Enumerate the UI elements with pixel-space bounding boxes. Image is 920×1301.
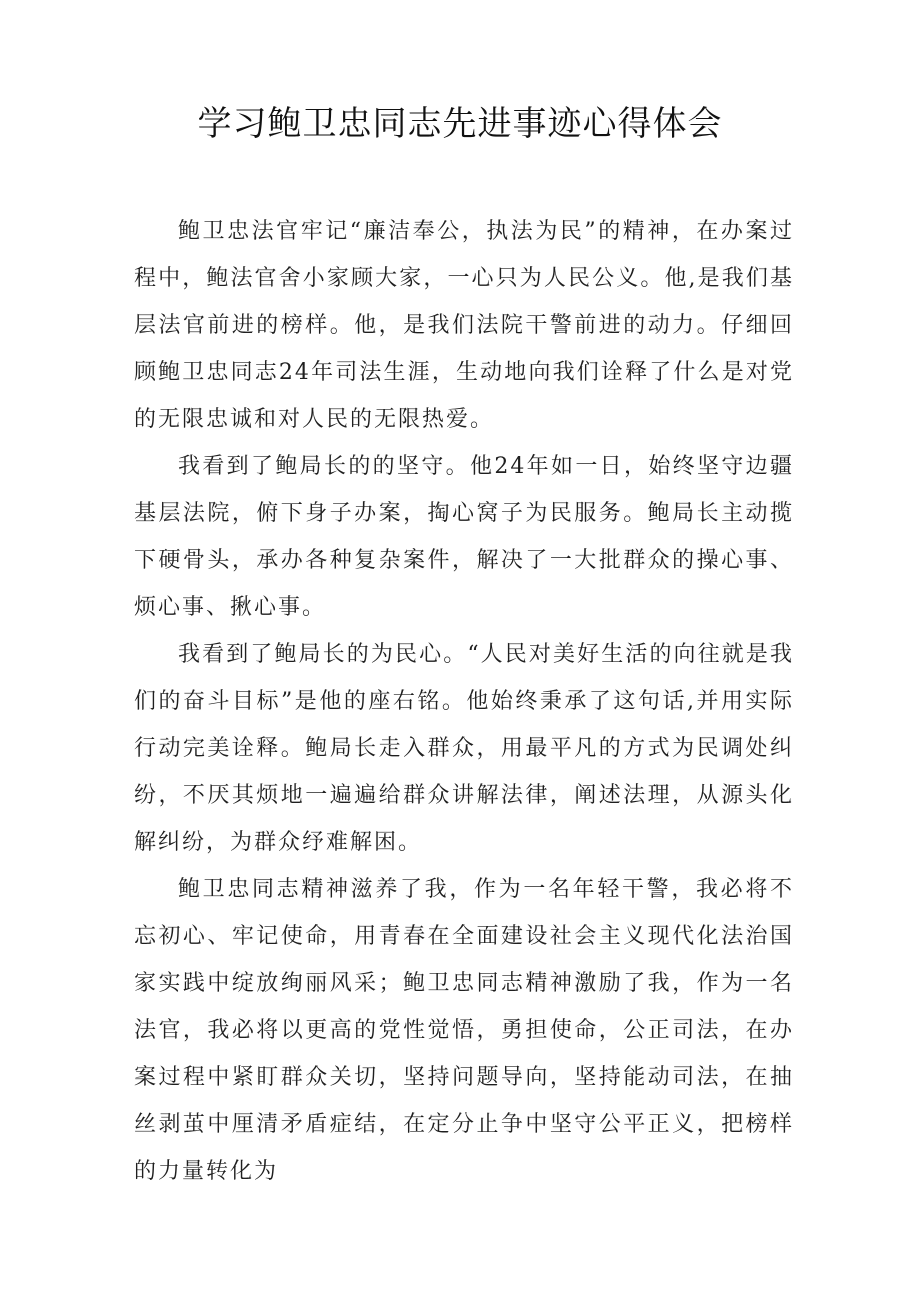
paragraph-3: 我看到了鲍局长的为民心。“人民对美好生活的向往就是我们的奋斗目标”是他的座右铭。他始终秉承了这句话,并用实际行动完美诠释。鲍局长走入群众，用最平凡的方式为民调处纠纷，不厌其烦地一遍遍给群众讲解法律，阐述法理，从源头化解纠纷，为群众纾难解困。 xyxy=(134,642,794,855)
paragraph-1: 鲍卫忠法官牢记“廉洁奉公，执法为民”的精神，在办案过程中，鲍法官舍小家顾大家，一心只为人民公义。他,是我们基层法官前进的榜样。他，是我们法院干警前进的动力。仔细回顾鲍卫忠同志24年司法生涯，生动地向我们诠释了什么是对党的无限忠诚和对人民的无限热爱。 xyxy=(134,219,794,432)
document-title: 学习鲍卫忠同志先进事迹心得体会 xyxy=(197,104,723,144)
paragraph-4: 鲍卫忠同志精神滋养了我，作为一名年轻干警，我必将不忘初心、牢记使命，用青春在全面建设社会主义现代化法治国家实践中绽放绚丽风采；鲍卫忠同志精神激励了我，作为一名法官，我必将以更高的党性觉悟，勇担使命，公正司法，在办案过程中紧盯群众关切，坚持问题导向，坚持能动司法，在抽丝剥茧中厘清矛盾症结，在定分止争中坚守公平正义，把榜样的力量转化为 xyxy=(134,877,794,1184)
paragraph-2: 我看到了鲍局长的的坚守。他24年如一日，始终坚守边疆基层法院，俯下身子办案，掏心窝子为民服务。鲍局长主动揽下硬骨头，承办各种复杂案件，解决了一大批群众的操心事、烦心事、揪心事。 xyxy=(134,454,794,620)
document-body xyxy=(134,208,794,1195)
